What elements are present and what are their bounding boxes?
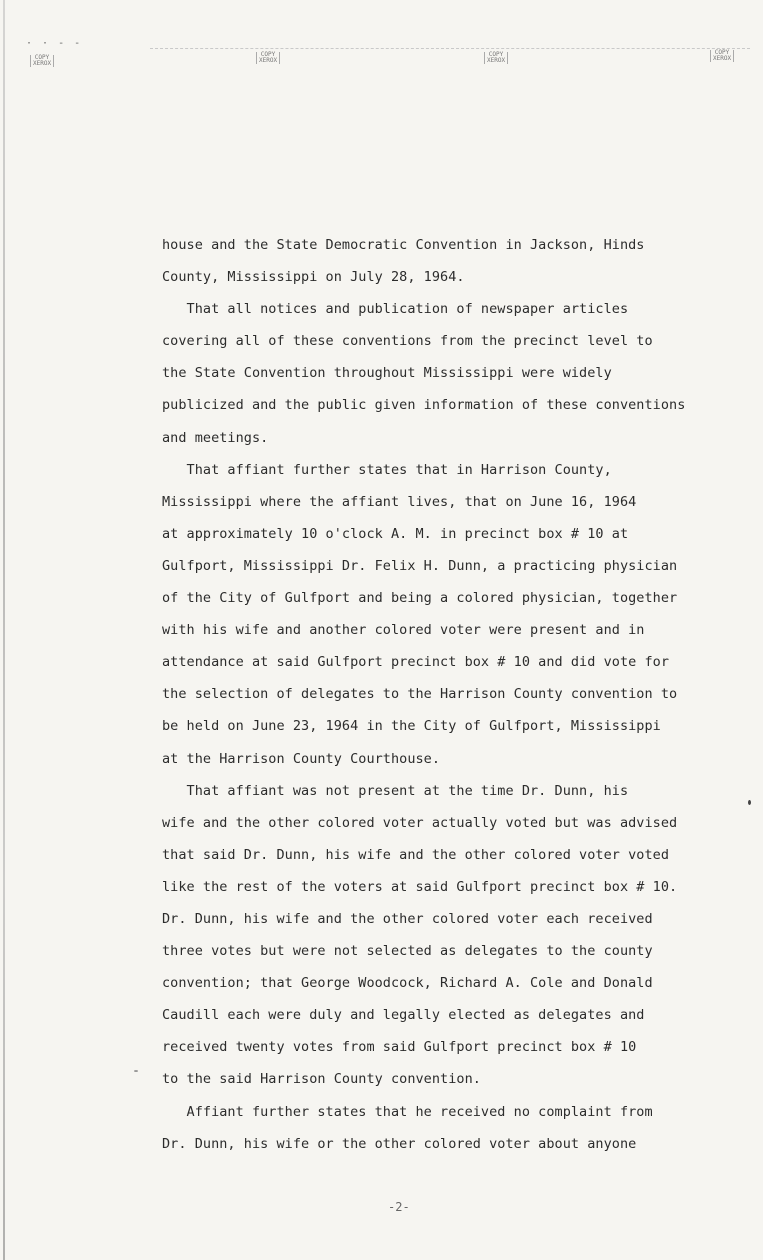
text-line: like the rest of the voters at said Gulfport precinct box # 10.: [162, 878, 678, 895]
stamp-line: COPY: [260, 51, 276, 58]
copy-stamp-4: [710, 50, 734, 62]
text-line: with his wife and another colored voter were present and in: [162, 622, 645, 639]
stamp-line: COPY: [714, 49, 730, 56]
text-line: Gulfport, Mississippi Dr. Felix H. Dunn, a practicing physician: [162, 557, 678, 574]
stamp-line: XEROX: [259, 57, 278, 64]
stamp-line: COPY: [34, 54, 50, 61]
stamp-line: XEROX: [713, 55, 732, 62]
scan-top-strip: [150, 48, 750, 50]
scan-left-edge: [3, 0, 5, 1260]
text-line: convention; that George Woodcock, Richard A. Cole and Donald: [162, 975, 653, 992]
scan-speck: [748, 800, 751, 805]
affidavit-text: [162, 229, 722, 1160]
text-line: That affiant was not present at the time Dr. Dunn, his: [162, 782, 629, 799]
text-line: three votes but were not selected as delegates to the county: [162, 943, 653, 960]
stamp-line: COPY: [488, 51, 504, 58]
text-line: at the Harrison County Courthouse.: [162, 750, 441, 767]
text-line: be held on June 23, 1964 in the City of Gulfport, Mississippi: [162, 718, 661, 735]
text-line: at approximately 10 o'clock A. M. in precinct box # 10 at: [162, 525, 629, 542]
text-line: County, Mississippi on July 28, 1964.: [162, 269, 465, 286]
text-line: Caudill each were duly and legally elected as delegates and: [162, 1007, 645, 1024]
text-line: to the said Harrison County convention.: [162, 1071, 481, 1088]
text-line: that said Dr. Dunn, his wife and the other colored voter voted: [162, 846, 670, 863]
text-line: publicized and the public given information of these conventions: [162, 397, 686, 414]
copy-stamp-1: [30, 55, 54, 67]
page-number: -2-: [388, 1200, 410, 1214]
text-line: the selection of delegates to the Harrison County convention to: [162, 686, 678, 703]
copy-stamp-3: [484, 52, 508, 64]
text-line: received twenty votes from said Gulfport precinct box # 10: [162, 1039, 637, 1056]
text-line: Dr. Dunn, his wife or the other colored voter about anyone: [162, 1135, 637, 1152]
text-line: and meetings.: [162, 429, 269, 446]
copy-stamp-2: [256, 52, 280, 64]
stamp-line: XEROX: [487, 57, 506, 64]
text-line: the State Convention throughout Mississippi were widely: [162, 365, 612, 382]
text-line: covering all of these conventions from the precinct level to: [162, 333, 653, 350]
text-line: of the City of Gulfport and being a colored physician, together: [162, 590, 678, 607]
text-line: Affiant further states that he received no complaint from: [162, 1103, 653, 1120]
text-line: That all notices and publication of newspaper articles: [162, 301, 629, 318]
text-line: That affiant further states that in Harrison County,: [162, 461, 612, 478]
scan-speck: [134, 1070, 138, 1072]
text-line: house and the State Democratic Convention in Jackson, Hinds: [162, 237, 645, 253]
text-line: Mississippi where the affiant lives, that on June 16, 1964: [162, 493, 637, 510]
stamp-line: XEROX: [33, 60, 52, 67]
text-line: wife and the other colored voter actually voted but was advised: [162, 814, 678, 831]
text-line: attendance at said Gulfport precinct box # 10 and did vote for: [162, 654, 670, 671]
scan-corner-mark: · · - -: [26, 38, 83, 49]
text-line: Dr. Dunn, his wife and the other colored voter each received: [162, 910, 653, 927]
